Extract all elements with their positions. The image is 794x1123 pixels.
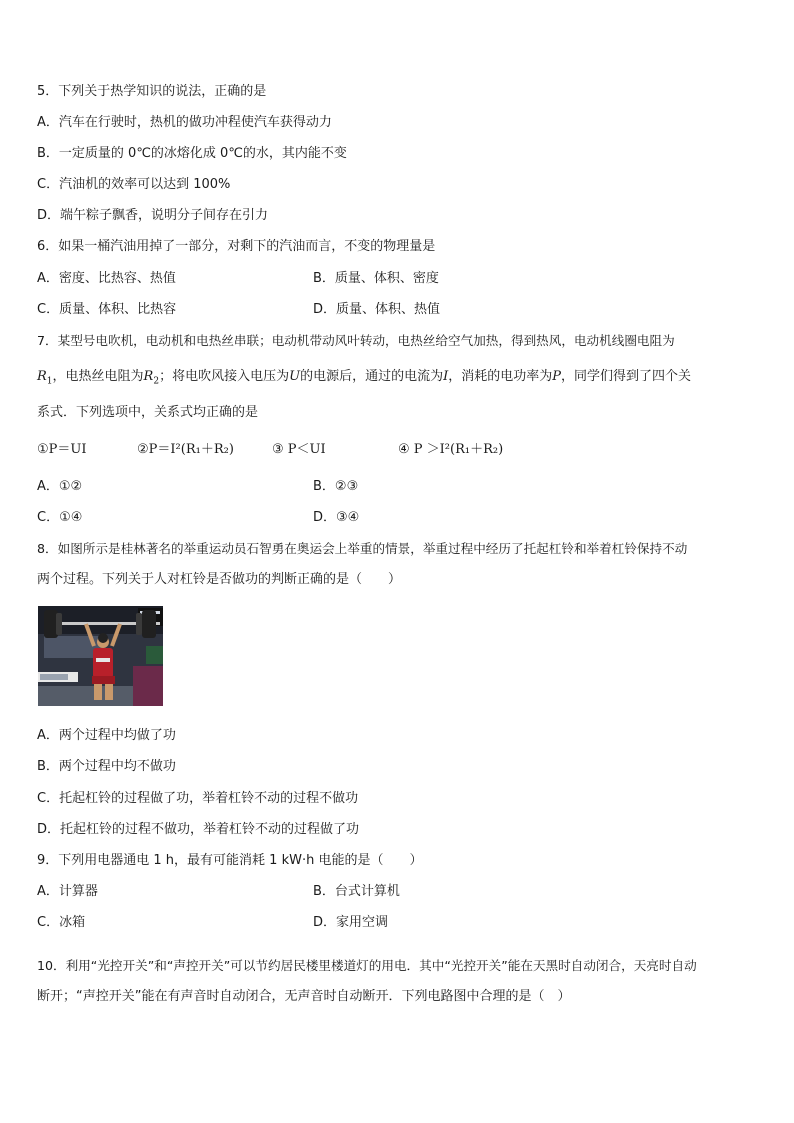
- q7-formula-4: ④ P ＞I²(R₁＋R₂): [398, 442, 504, 457]
- q10-stem-line2: 断开；“声控开关”能在有声音时自动闭合，无声音时自动断开．下列电路图中合理的是（ ）: [37, 989, 571, 1004]
- q5-option-c: C．汽油机的效率可以达到 100%: [37, 177, 231, 192]
- q7-option-d: D．③④: [313, 510, 360, 525]
- q9-option-a: A．计算器: [37, 884, 98, 899]
- q6-option-b: B．质量、体积、密度: [313, 271, 439, 286]
- q7-formula-3: ③ P＜UI: [272, 442, 326, 457]
- var-u: U: [289, 369, 301, 384]
- q5-option-d: D．端午粽子飘香，说明分子间存在引力: [37, 208, 269, 223]
- q5-stem: 5．下列关于热学知识的说法，正确的是: [37, 84, 267, 99]
- q7-stem-line1: 7．某型号电吹机，电动机和电热丝串联；电动机带动风叶转动，电热丝给空气加热，得到热风，电动机线圈电阻为: [37, 333, 675, 348]
- q8-option-a: A．两个过程中均做了功: [37, 728, 176, 743]
- q9-option-c: C．冰箱: [37, 915, 86, 930]
- q9-stem: 9．下列用电器通电 1 h，最有可能消耗 1 kW·h 电能的是（ ）: [37, 853, 423, 868]
- q6-stem: 6．如果一桶汽油用掉了一部分，对剩下的汽油而言，不变的物理量是: [37, 239, 436, 254]
- var-r1: $R_1$: [37, 369, 53, 387]
- q7-option-b: B．②③: [313, 479, 359, 494]
- var-p: P: [552, 369, 561, 384]
- var-i: I: [443, 369, 449, 384]
- q8-stem-line1: 8．如图所示是桂林著名的举重运动员石智勇在奥运会上举重的情景，举重过程中经历了托起杠铃和举着杠铃保持不动: [37, 541, 688, 556]
- q6-option-d: D．质量、体积、热值: [313, 302, 441, 317]
- q5-option-b: B．一定质量的 0℃的冰熔化成 0℃的水，其内能不变: [37, 146, 347, 161]
- q8-option-b: B．两个过程中均不做功: [37, 759, 176, 774]
- q7-option-a: A．①②: [37, 479, 83, 494]
- q6-option-c: C．质量、体积、比热容: [37, 302, 177, 317]
- q10-stem-line1: 10．利用“光控开关”和“声控开关”可以节约居民楼里楼道灯的用电．其中“光控开关”能在天黑时自动闭合，天亮时自动: [37, 958, 697, 973]
- q5-option-a: A．汽车在行驶时，热机的做功冲程使汽车获得动力: [37, 115, 332, 130]
- q7-formula-2: ②P＝I²(R₁＋R₂): [137, 442, 234, 457]
- q7-option-c: C．①④: [37, 510, 83, 525]
- q7-stem-line2: $R_1$，电热丝电阻为$R_2$；将电吹风接入电压为U的电源后，通过的电流为I，消耗的电功率为P，同学们得到了四个关: [37, 369, 691, 387]
- q7-stem-line3: 系式．下列选项中，关系式均正确的是: [37, 405, 259, 420]
- q8-option-c: C．托起杠铃的过程做了功，举着杠铃不动的过程不做功: [37, 791, 359, 806]
- weightlifter-photo: [38, 606, 163, 706]
- q8-option-d: D．托起杠铃的过程不做功，举着杠铃不动的过程做了功: [37, 822, 360, 837]
- q8-stem-line2: 两个过程。下列关于人对杠铃是否做功的判断正确的是（ ）: [37, 572, 402, 587]
- var-r2: $R_2$: [143, 369, 160, 387]
- weightlifter-illustration: [38, 606, 163, 706]
- q6-option-a: A．密度、比热容、热值: [37, 271, 176, 286]
- q9-option-d: D．家用空调: [313, 915, 389, 930]
- q7-formula-1: ①P＝UI: [37, 442, 87, 457]
- q9-option-b: B．台式计算机: [313, 884, 400, 899]
